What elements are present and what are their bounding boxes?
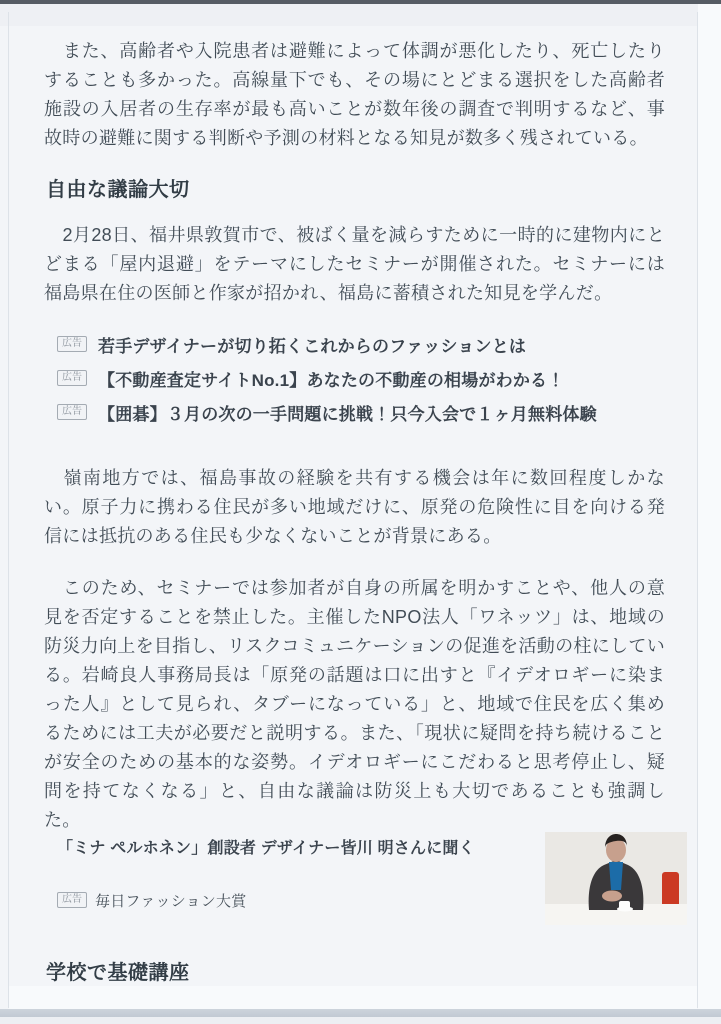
cup: [619, 901, 630, 909]
ad-badge: 広告: [57, 892, 87, 908]
ad-badge: 広告: [57, 370, 87, 386]
ad-link-fashion[interactable]: [57, 332, 526, 356]
related-article-link-minagawa[interactable]: 「ミナ ペルホネン」創設者 デザイナー皆川 明さんに聞く: [57, 840, 475, 857]
ad-link-igo[interactable]: [57, 400, 597, 424]
page-right-border: [697, 12, 698, 1008]
ad-link-label: 【囲碁】３月の次の一手問題に挑戦！只今入会で１ヶ月無料体験: [98, 404, 597, 424]
paragraph-evacuation-findings: また、高齢者や入院患者は避難によって体調が悪化したり、死亡したりすることも多かった。高線量下でも、その場にとどまる選択をした高齢者施設の入居者の生存率が最も高いことが数年後の調査で判明するなど、事故時の避難に関する判断や予測の材料となる知見が数多く残されている。: [44, 41, 665, 148]
page-left-border: [8, 12, 9, 1008]
ad-link-real-estate[interactable]: [57, 366, 564, 390]
paragraph-reinan-region: 嶺南地方では、福島事故の経験を共有する機会は年に数回程度しかない。原子力に携わる住民が多い地域だけに、原発の危険性に目を向ける発信には抵抗のある住民も少なくないことが背景にある。: [44, 468, 665, 546]
paragraph-seminar-rules: このため、セミナーでは参加者が自身の所属を明かすことや、他人の意見を否定することを禁止した。主催したNPO法人「ワネッツ」は、地域の防災力向上を目指し、リスクコミュニケーションの促進を活動の柱にしている。岩崎良人事務局長は「原発の話題は口に出すと『イデオロギーに染まった人』として見られ、タブーになっている」と、地域で住民を広く集めるためには工夫が必要だと説明する。また、「現状に疑問を持ち続けることが安全のための基本的な姿勢。イデオロギーにこだわると思考停止し、疑問を持てなくなる」と、自由な議論は防災上も大切であることも強調した。: [44, 578, 665, 830]
page-top-margin: [0, 4, 721, 26]
scan-bottom-background: [0, 1017, 721, 1024]
portrait-photo-designer[interactable]: [545, 832, 687, 925]
blue-turtleneck: [609, 862, 623, 890]
section-heading-school-course: 学校で基礎講座: [46, 962, 190, 984]
ad-link-label: 若手デザイナーが切り拓くこれからのファッションとは: [98, 336, 527, 356]
page-bottom-edge: [0, 1009, 721, 1017]
ad-link-label: 毎日ファッション大賞: [95, 892, 247, 910]
page-bottom-margin: [9, 986, 697, 1010]
ad-badge: 広告: [57, 404, 87, 420]
page-right-margin: [698, 4, 721, 1016]
paragraph-seminar-tsuruga: 2月28日、福井県敦賀市で、被ばく量を減らすために一時的に建物内にとどまる「屋内退避」をテーマにしたセミナーが開催された。セミナーには福島県在住の医師と作家が招かれ、福島に蓄積された知見を学んだ。: [44, 225, 665, 303]
hands: [602, 891, 622, 902]
ad-link-fashion-award[interactable]: [57, 889, 246, 911]
ad-badge: 広告: [57, 336, 87, 352]
ad-link-label: 【不動産査定サイトNo.1】あなたの不動産の相場がわかる！: [98, 370, 565, 390]
section-heading-free-discussion: 自由な議論大切: [46, 179, 190, 201]
